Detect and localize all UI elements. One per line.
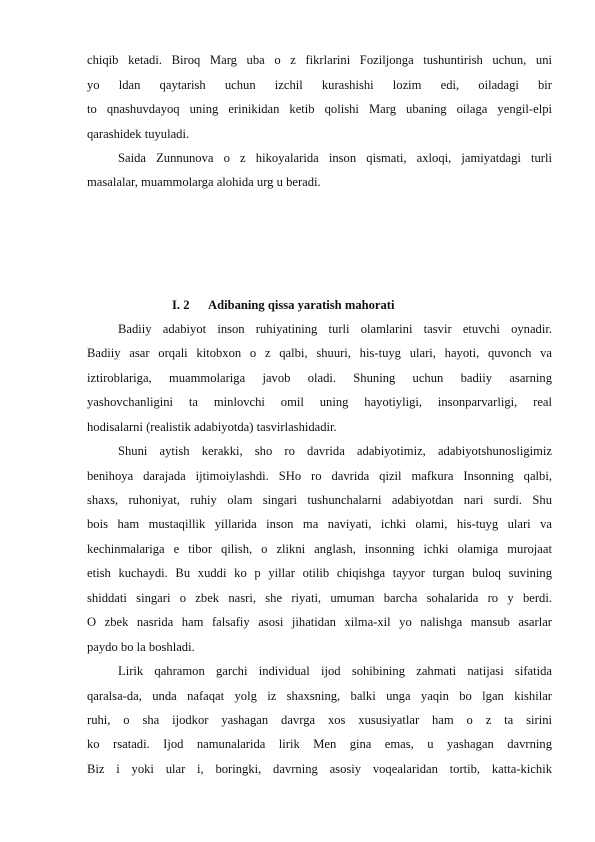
paragraph-4-line-6: etish kuchaydi. Bu xuddi ko p yillar otilib chiqishga tayyor turgan buloq suvining — [87, 566, 552, 580]
paragraph-4-line-2: benihoya darajada ijtimoiylashdi. SHo ro davrida qizil mafkura Insonning qalbi, — [87, 469, 552, 483]
paragraph-3-line-3: iztiroblariga, muammolariga javob oladi. Shuning uchun badiiy asarning — [87, 371, 552, 385]
paragraph-4-line-7: shiddati singari o zbek nasri, she riyati, umuman barcha sohalarida ro y berdi. — [87, 591, 552, 605]
paragraph-3-line-4: yashovchanligini ta minlovchi omil uning hayotiyligi, insonparvarligi, real — [87, 395, 552, 409]
paragraph-5-line-4: ko rsatadi. Ijod namunalarida lirik Men gina emas, u yashagan davrning — [87, 737, 552, 751]
paragraph-1-line-4: qarashidek tuyuladi. — [87, 127, 190, 141]
paragraph-2-line-2: masalalar, muammolarga alohida urg u beradi. — [87, 175, 321, 189]
paragraph-1-line-1: chiqib ketadi. Biroq Marg uba o z fikrlarini Foziljonga tushuntirish uchun, uni — [87, 53, 552, 67]
paragraph-1-line-3: to qnashuvdayoq uning erinikidan ketib qolishi Marg ubaning oilaga yengil-elpi — [87, 102, 552, 116]
section-number: I. 2 — [172, 298, 190, 312]
paragraph-5-line-5: Biz i yoki ular i, boringki, davrning asosiy voqealaridan tortib, katta-kichik — [87, 762, 552, 776]
paragraph-1-line-2: yo ldan qaytarish uchun izchil kurashishi lozim edi, oiladagi bir — [87, 78, 552, 92]
paragraph-4-line-4: bois ham mustaqillik yillarida inson ma naviyati, ichki olami, his-tuyg ulari va — [87, 517, 552, 531]
paragraph-5-line-1: Lirik qahramon garchi individual ijod sohibining zahmati natijasi sifatida — [118, 664, 552, 678]
section-title: Adibaning qissa yaratish mahorati — [208, 298, 395, 312]
paragraph-5-line-3: ruhi, o sha ijodkor yashagan davrga xos xususiyatlar ham o z ta sirini — [87, 713, 552, 727]
paragraph-4-line-3: shaxs, ruhoniyat, ruhiy olam singari tushunchalarni adabiyotdan nari surdi. Shu — [87, 493, 552, 507]
paragraph-4-line-9: paydo bo la boshladi. — [87, 640, 195, 654]
paragraph-3-line-1: Badiiy adabiyot inson ruhiyatining turli olamlarini tasvir etuvchi oynadir. — [118, 322, 552, 336]
paragraph-4-line-5: kechinmalariga e tibor qilish, o zlikni anglash, insonning ichki olamiga murojaat — [87, 542, 552, 556]
paragraph-5-line-2: qaralsa-da, unda nafaqat yolg iz shaxsning, balki unga yaqin bo lgan kishilar — [87, 689, 552, 703]
paragraph-2-line-1: Saida Zunnunova o z hikoyalarida inson qismati, axloqi, jamiyatdagi turli — [118, 151, 552, 165]
paragraph-4-line-8: O zbek nasrida ham falsafiy asosi jihatidan xilma-xil yo nalishga mansub asarlar — [87, 615, 552, 629]
paragraph-4-line-1: Shuni aytish kerakki, sho ro davrida adabiyotimiz, adabiyotshunosligimiz — [118, 444, 552, 458]
paragraph-3-line-5: hodisalarni (realistik adabiyotda) tasvirlashidadir. — [87, 420, 337, 434]
paragraph-3-line-2: Badiiy asar orqali kitobxon o z qalbi, shuuri, his-tuyg ulari, hayoti, quvonch va — [87, 346, 552, 360]
